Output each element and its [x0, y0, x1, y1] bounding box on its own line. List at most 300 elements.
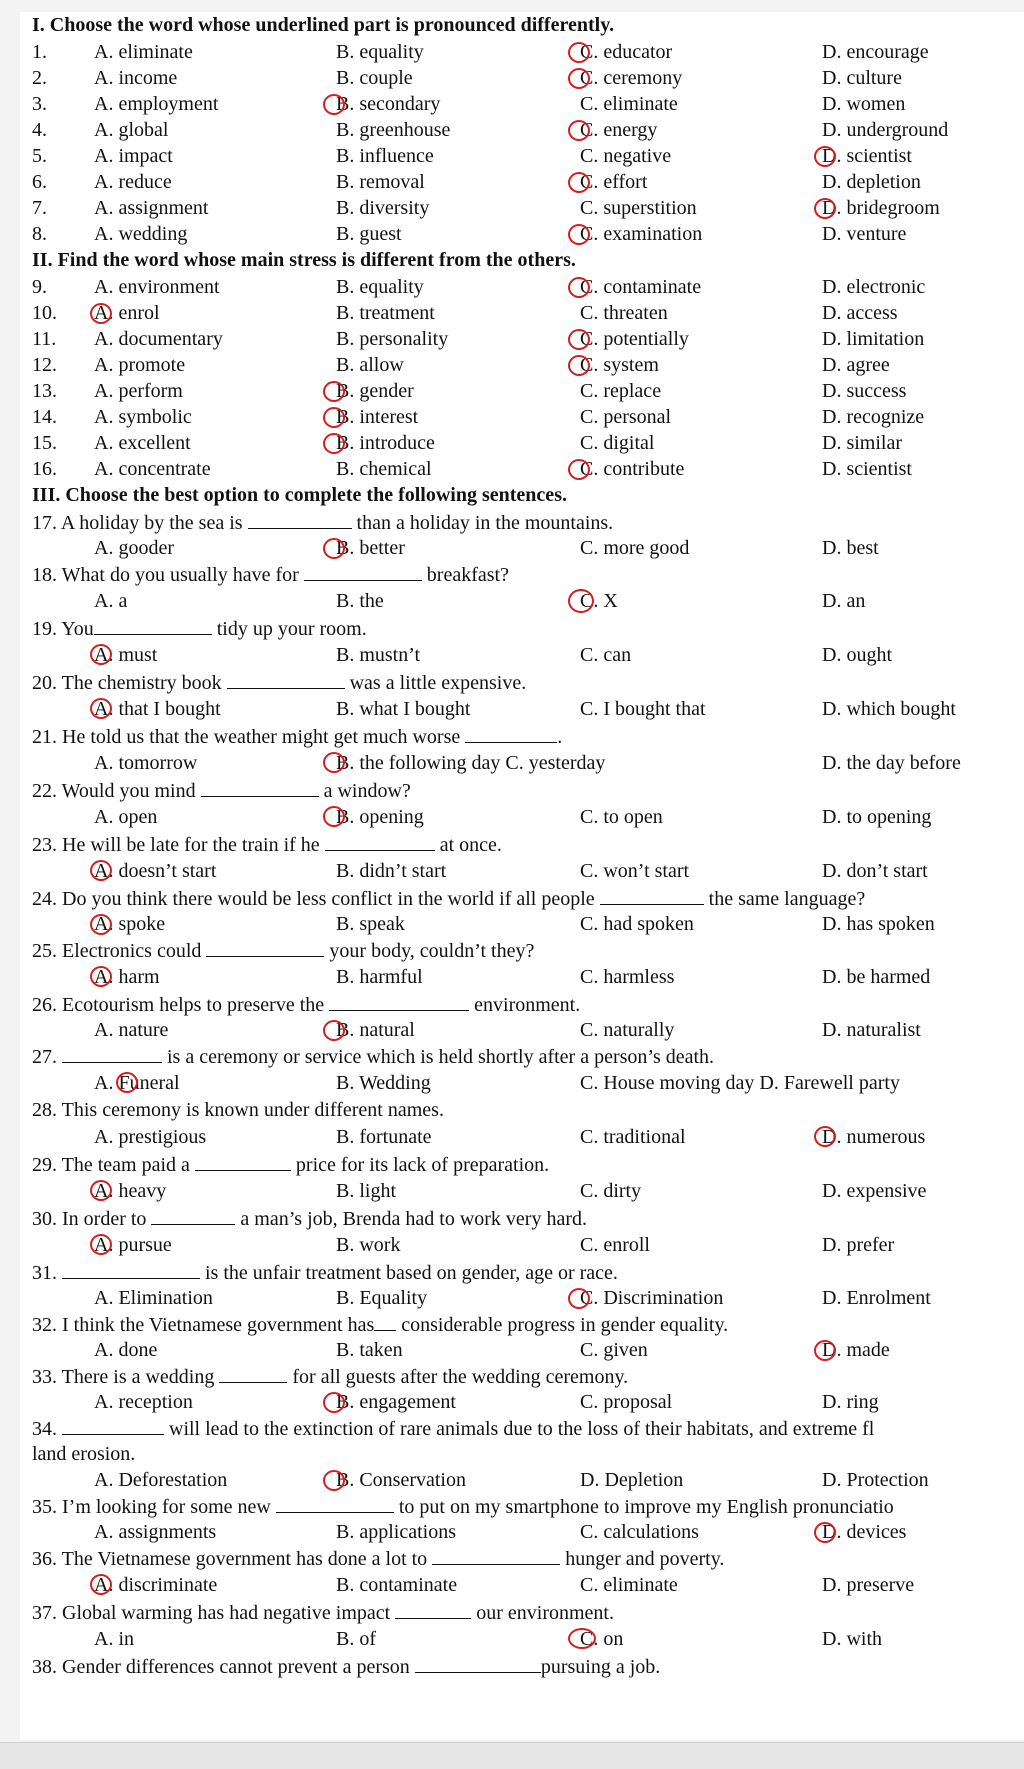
q28-option-d: D. numerous [822, 1126, 926, 1148]
option-c: C. negative [580, 145, 672, 167]
q30-answer-circle [90, 1234, 112, 1255]
question-35 [32, 1493, 1024, 1519]
q34-text-2: will lead to the extinction of rare animals due to the loss of their habitats, and extreme fl [164, 1418, 875, 1440]
section-2-heading: II. Find the word whose main stress is different from the others. [32, 249, 576, 271]
q25-answer-circle [90, 966, 112, 987]
answer-circle [568, 172, 590, 193]
q28-option-c: C. traditional [580, 1126, 686, 1148]
option-d: D. similar [822, 432, 902, 454]
bottom-bar [0, 1742, 1024, 1769]
q35-answer-circle [814, 1522, 836, 1543]
option-d: D. bridegroom [822, 197, 940, 219]
question-34 [32, 1415, 1024, 1441]
q17-options [32, 535, 1024, 561]
q31-option-c: C. Discrimination [580, 1287, 724, 1309]
worksheet-page [20, 12, 1024, 1740]
question-21 [32, 723, 1024, 749]
q23-blank [325, 831, 435, 851]
q17-text-2: than a holiday in the mountains. [351, 512, 614, 534]
q37-option-d: D. with [822, 1628, 882, 1650]
answer-circle [568, 329, 590, 350]
option-c: C. personal [580, 406, 672, 428]
q19-options [32, 641, 1024, 669]
option-a: A. eliminate [94, 41, 193, 63]
option-a: A. concentrate [94, 458, 211, 480]
q17-text-1: 17. A holiday by the sea is [32, 512, 248, 534]
option-c: C. replace [580, 380, 662, 402]
q29-text-1: 29. The team paid a [32, 1154, 195, 1176]
q36-text-1: 36. The Vietnamese government has done a lot to [32, 1548, 433, 1570]
option-b: B. allow [336, 354, 404, 376]
q22-answer-circle [323, 806, 345, 827]
question-row [32, 143, 1024, 169]
q17-option-b: B. better [336, 537, 405, 559]
question-row [32, 117, 1024, 143]
option-a: A. assignment [94, 197, 209, 219]
q34-option-d: D. Protection [822, 1469, 929, 1491]
question-17 [32, 509, 1024, 535]
option-c: C. energy [580, 119, 658, 141]
question-24 [32, 885, 1024, 911]
q17-answer-circle [323, 538, 345, 559]
q27-text-1: 27. [32, 1046, 62, 1068]
question-row [32, 300, 1024, 326]
q19-blank [94, 615, 212, 635]
q25-option-b: B. harmful [336, 966, 423, 988]
q28-options [32, 1123, 1024, 1151]
q32-text-2: considerable progress in gender equality. [396, 1314, 729, 1336]
q36-blank [432, 1545, 560, 1565]
question-number: 4. [32, 119, 47, 141]
option-a: A. symbolic [94, 406, 192, 428]
q18-answer-circle [568, 589, 594, 613]
q20-answer-circle [90, 698, 112, 719]
option-b: B. chemical [336, 458, 432, 480]
answer-circle [568, 42, 590, 63]
q32-options [32, 1337, 1024, 1363]
q23-option-a: A. doesn’t start [94, 860, 217, 882]
q35-text-1: 35. I’m looking for some new [32, 1496, 276, 1518]
question-23 [32, 831, 1024, 857]
q25-blank [206, 937, 324, 957]
q18-text-2: breakfast? [421, 564, 509, 586]
question-20 [32, 669, 1024, 695]
q18-option-b: B. the [336, 590, 384, 612]
question-row [32, 39, 1024, 65]
option-b: B. treatment [336, 302, 435, 324]
q37-option-a: A. in [94, 1628, 134, 1650]
question-38 [32, 1653, 1024, 1679]
q29-answer-circle [90, 1180, 112, 1201]
question-26 [32, 991, 1024, 1017]
answer-circle [814, 146, 836, 167]
option-a: A. global [94, 119, 169, 141]
q33-options [32, 1389, 1024, 1415]
question-number: 15. [32, 432, 57, 454]
section-3-heading: III. Choose the best option to complete the following sentences. [32, 484, 567, 506]
q17-blank [248, 509, 352, 529]
q26-option-b: B. natural [336, 1019, 415, 1041]
q24-text-1: 24. Do you think there would be less conflict in the world if all people [32, 888, 600, 910]
question-number: 7. [32, 197, 47, 219]
q30-blank [151, 1205, 235, 1225]
option-c: C. contaminate [580, 276, 702, 298]
option-a: A. perform [94, 380, 183, 402]
q30-option-b: B. work [336, 1234, 401, 1256]
q31-text-2: is the unfair treatment based on gender, age or race. [200, 1262, 618, 1284]
q33-text-2: for all guests after the wedding ceremony. [287, 1366, 629, 1388]
option-d: D. access [822, 302, 898, 324]
q33-text-1: 33. There is a wedding [32, 1366, 220, 1388]
option-b: B. introduce [336, 432, 435, 454]
q22-option-d: D. to opening [822, 806, 932, 828]
q24-option-b: B. speak [336, 913, 405, 935]
q27-answer-circle [116, 1072, 138, 1093]
option-b: B. equality [336, 41, 424, 63]
q25-text-1: 25. Electronics could [32, 940, 207, 962]
q29-option-c: C. dirty [580, 1180, 642, 1202]
q20-blank [227, 669, 345, 689]
question-29 [32, 1151, 1024, 1177]
q22-option-b: B. opening [336, 806, 424, 828]
option-a: A. promote [94, 354, 186, 376]
question-number: 14. [32, 406, 57, 428]
q23-option-c: C. won’t start [580, 860, 690, 882]
option-b: B. gender [336, 380, 414, 402]
q36-option-b: B. contaminate [336, 1574, 458, 1596]
q33-blank [219, 1363, 287, 1383]
option-d: D. depletion [822, 171, 921, 193]
q17-option-d: D. best [822, 537, 879, 559]
q36-options [32, 1571, 1024, 1599]
q35-option-a: A. assignments [94, 1521, 217, 1543]
q26-options [32, 1017, 1024, 1043]
q35-option-d: D. devices [822, 1521, 907, 1543]
q23-option-d: D. don’t start [822, 860, 928, 882]
q25-option-a: A. harm [94, 966, 160, 988]
q20-text-1: 20. The chemistry book [32, 672, 227, 694]
q20-options [32, 695, 1024, 723]
question-row [32, 274, 1024, 300]
q19-option-b: B. mustn’t [336, 644, 421, 666]
q19-text-1: 19. You [32, 618, 94, 640]
q34-answer-circle [323, 1470, 345, 1491]
question-31 [32, 1259, 1024, 1285]
q33-option-b: B. engagement [336, 1391, 456, 1413]
q23-text-2: at once. [434, 834, 502, 856]
q32-option-b: B. taken [336, 1339, 403, 1361]
q24-answer-circle [90, 914, 112, 935]
option-b: B. secondary [336, 93, 441, 115]
q29-option-a: A. heavy [94, 1180, 167, 1202]
question-row [32, 65, 1024, 91]
q33-option-d: D. ring [822, 1391, 879, 1413]
q37-option-c: C. on [580, 1628, 624, 1650]
q37-options [32, 1625, 1024, 1653]
question-33 [32, 1363, 1024, 1389]
option-d: D. limitation [822, 328, 925, 350]
option-b: B. diversity [336, 197, 430, 219]
q21-text-1: 21. He told us that the weather might get much worse [32, 726, 466, 748]
q31-option-a: A. Elimination [94, 1287, 213, 1309]
q32-option-d: D. made [822, 1339, 890, 1361]
answer-circle [568, 120, 590, 141]
option-a: A. income [94, 67, 178, 89]
q22-option-a: A. open [94, 806, 158, 828]
q37-text-2: our environment. [471, 1602, 614, 1624]
q18-blank [304, 561, 422, 581]
q38-text-1: 38. Gender differences cannot prevent a person [32, 1656, 415, 1678]
q38-text-2: pursuing a job. [540, 1656, 661, 1678]
q35-options [32, 1519, 1024, 1545]
question-row [32, 91, 1024, 117]
q28-text: 28. This ceremony is known under different names. [32, 1099, 444, 1121]
q36-option-d: D. preserve [822, 1574, 915, 1596]
option-d: D. agree [822, 354, 890, 376]
q32-blank [374, 1311, 396, 1331]
question-number: 3. [32, 93, 47, 115]
option-c: C. eliminate [580, 93, 678, 115]
option-c: C. contribute [580, 458, 685, 480]
answer-circle [323, 407, 345, 428]
q35-text-2: to put on my smartphone to improve my English pronunciatio [393, 1496, 894, 1518]
q22-option-c: C. to open [580, 806, 663, 828]
option-a: A. excellent [94, 432, 191, 454]
q24-blank [600, 885, 704, 905]
question-number: 9. [32, 276, 47, 298]
q36-option-a: A. discriminate [94, 1574, 218, 1596]
option-d: D. success [822, 380, 907, 402]
question-row [32, 404, 1024, 430]
q21-answer-circle [323, 752, 345, 773]
question-number: 16. [32, 458, 57, 480]
q31-options [32, 1285, 1024, 1311]
q18-options [32, 587, 1024, 615]
option-d: D. culture [822, 67, 902, 89]
q30-option-d: D. prefer [822, 1234, 895, 1256]
option-d: D. recognize [822, 406, 925, 428]
option-a: A. documentary [94, 328, 223, 350]
q30-text-2: a man’s job, Brenda had to work very hard. [235, 1208, 587, 1230]
option-a: A. wedding [94, 223, 188, 245]
option-c: C. effort [580, 171, 648, 193]
option-b: B. guest [336, 223, 402, 245]
q34-option-a: A. Deforestation [94, 1469, 228, 1491]
q34-option-c: D. Depletion [580, 1469, 684, 1491]
q21-option-d: D. the day before [822, 752, 961, 774]
q21-blank [465, 723, 557, 743]
q26-option-a: A. nature [94, 1019, 169, 1041]
q26-text-2: environment. [469, 994, 581, 1016]
q31-option-d: D. Enrolment [822, 1287, 931, 1309]
option-b: B. equality [336, 276, 424, 298]
q22-text-2: a window? [318, 780, 411, 802]
q31-answer-circle [568, 1288, 590, 1309]
q30-option-a: A. pursue [94, 1234, 172, 1256]
option-b: B. influence [336, 145, 434, 167]
option-c: C. examination [580, 223, 703, 245]
option-b: B. interest [336, 406, 419, 428]
q31-text-1: 31. [32, 1262, 62, 1284]
question-row [32, 456, 1024, 482]
question-22 [32, 777, 1024, 803]
option-d: D. women [822, 93, 906, 115]
q19-option-c: C. can [580, 644, 632, 666]
q23-options [32, 857, 1024, 885]
q24-option-d: D. has spoken [822, 913, 935, 935]
question-number: 10. [32, 302, 57, 324]
q18-text-1: 18. What do you usually have for [32, 564, 304, 586]
option-c: C. ceremony [580, 67, 683, 89]
q21-option-a: A. tomorrow [94, 752, 198, 774]
q20-option-a: A. that I bought [94, 698, 221, 720]
q37-blank [395, 1599, 471, 1619]
q27-option-b: B. Wedding [336, 1072, 431, 1094]
question-row [32, 169, 1024, 195]
question-18 [32, 561, 1024, 587]
q30-options [32, 1231, 1024, 1259]
q22-text-1: 22. Would you mind [32, 780, 201, 802]
q35-option-b: B. applications [336, 1521, 456, 1543]
q24-option-a: A. spoke [94, 913, 166, 935]
q23-answer-circle [90, 860, 112, 881]
q27-text-2: is a ceremony or service which is held shortly after a person’s death. [162, 1046, 715, 1068]
q30-text-1: 30. In order to [32, 1208, 152, 1230]
question-row [32, 326, 1024, 352]
question-row [32, 195, 1024, 221]
answer-circle [90, 303, 112, 324]
q18-option-c: C. X [580, 590, 618, 612]
q29-option-d: D. expensive [822, 1180, 927, 1202]
answer-circle [568, 355, 590, 376]
option-b: B. personality [336, 328, 449, 350]
q17-option-a: A. gooder [94, 537, 174, 559]
q32-option-c: C. given [580, 1339, 648, 1361]
question-19 [32, 615, 1024, 641]
worksheet-content [32, 12, 1024, 1679]
q19-option-a: A. must [94, 644, 158, 666]
option-b: B. greenhouse [336, 119, 451, 141]
option-d: D. encourage [822, 41, 929, 63]
q25-option-d: D. be harmed [822, 966, 931, 988]
q31-blank [62, 1259, 200, 1279]
answer-circle [323, 94, 345, 115]
q32-option-a: A. done [94, 1339, 158, 1361]
option-b: B. couple [336, 67, 413, 89]
q25-option-c: C. harmless [580, 966, 675, 988]
answer-circle [568, 277, 590, 298]
q30-option-c: C. enroll [580, 1234, 650, 1256]
q28-answer-circle [814, 1126, 836, 1147]
answer-circle [568, 224, 590, 245]
question-row [32, 352, 1024, 378]
q17-option-c: C. more good [580, 537, 690, 559]
q33-answer-circle [323, 1392, 345, 1413]
option-c: C. system [580, 354, 659, 376]
q25-text-2: your body, couldn’t they? [324, 940, 535, 962]
q36-option-c: C. eliminate [580, 1574, 678, 1596]
q34-option-b: B. Conservation [336, 1469, 466, 1491]
q23-option-b: B. didn’t start [336, 860, 447, 882]
q34-blank [62, 1415, 164, 1435]
question-number: 6. [32, 171, 47, 193]
option-d: D. venture [822, 223, 907, 245]
q27-option-a: A. Funeral [94, 1072, 180, 1094]
option-d: D. scientist [822, 458, 912, 480]
q29-options [32, 1177, 1024, 1205]
q32-answer-circle [814, 1340, 836, 1361]
option-b: B. removal [336, 171, 425, 193]
answer-circle [323, 381, 345, 402]
option-a: A. reduce [94, 171, 172, 193]
question-row [32, 378, 1024, 404]
q19-text-2: tidy up your room. [211, 618, 367, 640]
q31-option-b: B. Equality [336, 1287, 428, 1309]
option-c: C. educator [580, 41, 673, 63]
q23-text-1: 23. He will be late for the train if he [32, 834, 325, 856]
question-number: 11. [32, 328, 57, 350]
question-30 [32, 1205, 1024, 1231]
q26-blank [329, 991, 469, 1011]
q20-option-c: C. I bought that [580, 698, 706, 720]
q25-options [32, 963, 1024, 991]
question-32 [32, 1311, 1024, 1337]
q26-text-1: 26. Ecotourism helps to preserve the [32, 994, 330, 1016]
q26-option-d: D. naturalist [822, 1019, 921, 1041]
q35-blank [276, 1493, 394, 1513]
q29-blank [195, 1151, 291, 1171]
question-number: 5. [32, 145, 47, 167]
q22-options [32, 803, 1024, 831]
q32-text-1: 32. I think the Vietnamese government has [32, 1314, 375, 1336]
option-c: C. threaten [580, 302, 668, 324]
q19-option-d: D. ought [822, 644, 892, 666]
option-d: D. scientist [822, 145, 912, 167]
q37-option-b: B. of [336, 1628, 376, 1650]
option-d: D. underground [822, 119, 949, 141]
q29-text-2: price for its lack of preparation. [290, 1154, 550, 1176]
question-27 [32, 1043, 1024, 1069]
q35-option-c: C. calculations [580, 1521, 699, 1543]
q27-blank [62, 1043, 162, 1063]
q24-option-c: C. had spoken [580, 913, 694, 935]
q27-options [32, 1069, 1024, 1097]
option-d: D. electronic [822, 276, 926, 298]
question-number: 12. [32, 354, 57, 376]
question-34-continued [32, 1441, 1024, 1467]
question-37 [32, 1599, 1024, 1625]
option-a: A. enrol [94, 302, 160, 324]
answer-circle [814, 198, 836, 219]
q20-option-b: B. what I bought [336, 698, 471, 720]
question-25 [32, 937, 1024, 963]
q18-option-a: A. a [94, 590, 128, 612]
q28-option-b: B. fortunate [336, 1126, 432, 1148]
q34-text-1: 34. [32, 1418, 62, 1440]
option-a: A. employment [94, 93, 219, 115]
q26-answer-circle [323, 1020, 345, 1041]
section-1-heading: I. Choose the word whose underlined part is pronounced differently. [32, 14, 615, 36]
question-number: 2. [32, 67, 47, 89]
option-c: C. potentially [580, 328, 689, 350]
question-number: 1. [32, 41, 47, 63]
q38-blank [415, 1653, 541, 1673]
q36-text-2: hunger and poverty. [560, 1548, 725, 1570]
section-2-list [32, 274, 1024, 482]
option-c: C. superstition [580, 197, 697, 219]
question-36 [32, 1545, 1024, 1571]
q24-text-2: the same language? [703, 888, 866, 910]
